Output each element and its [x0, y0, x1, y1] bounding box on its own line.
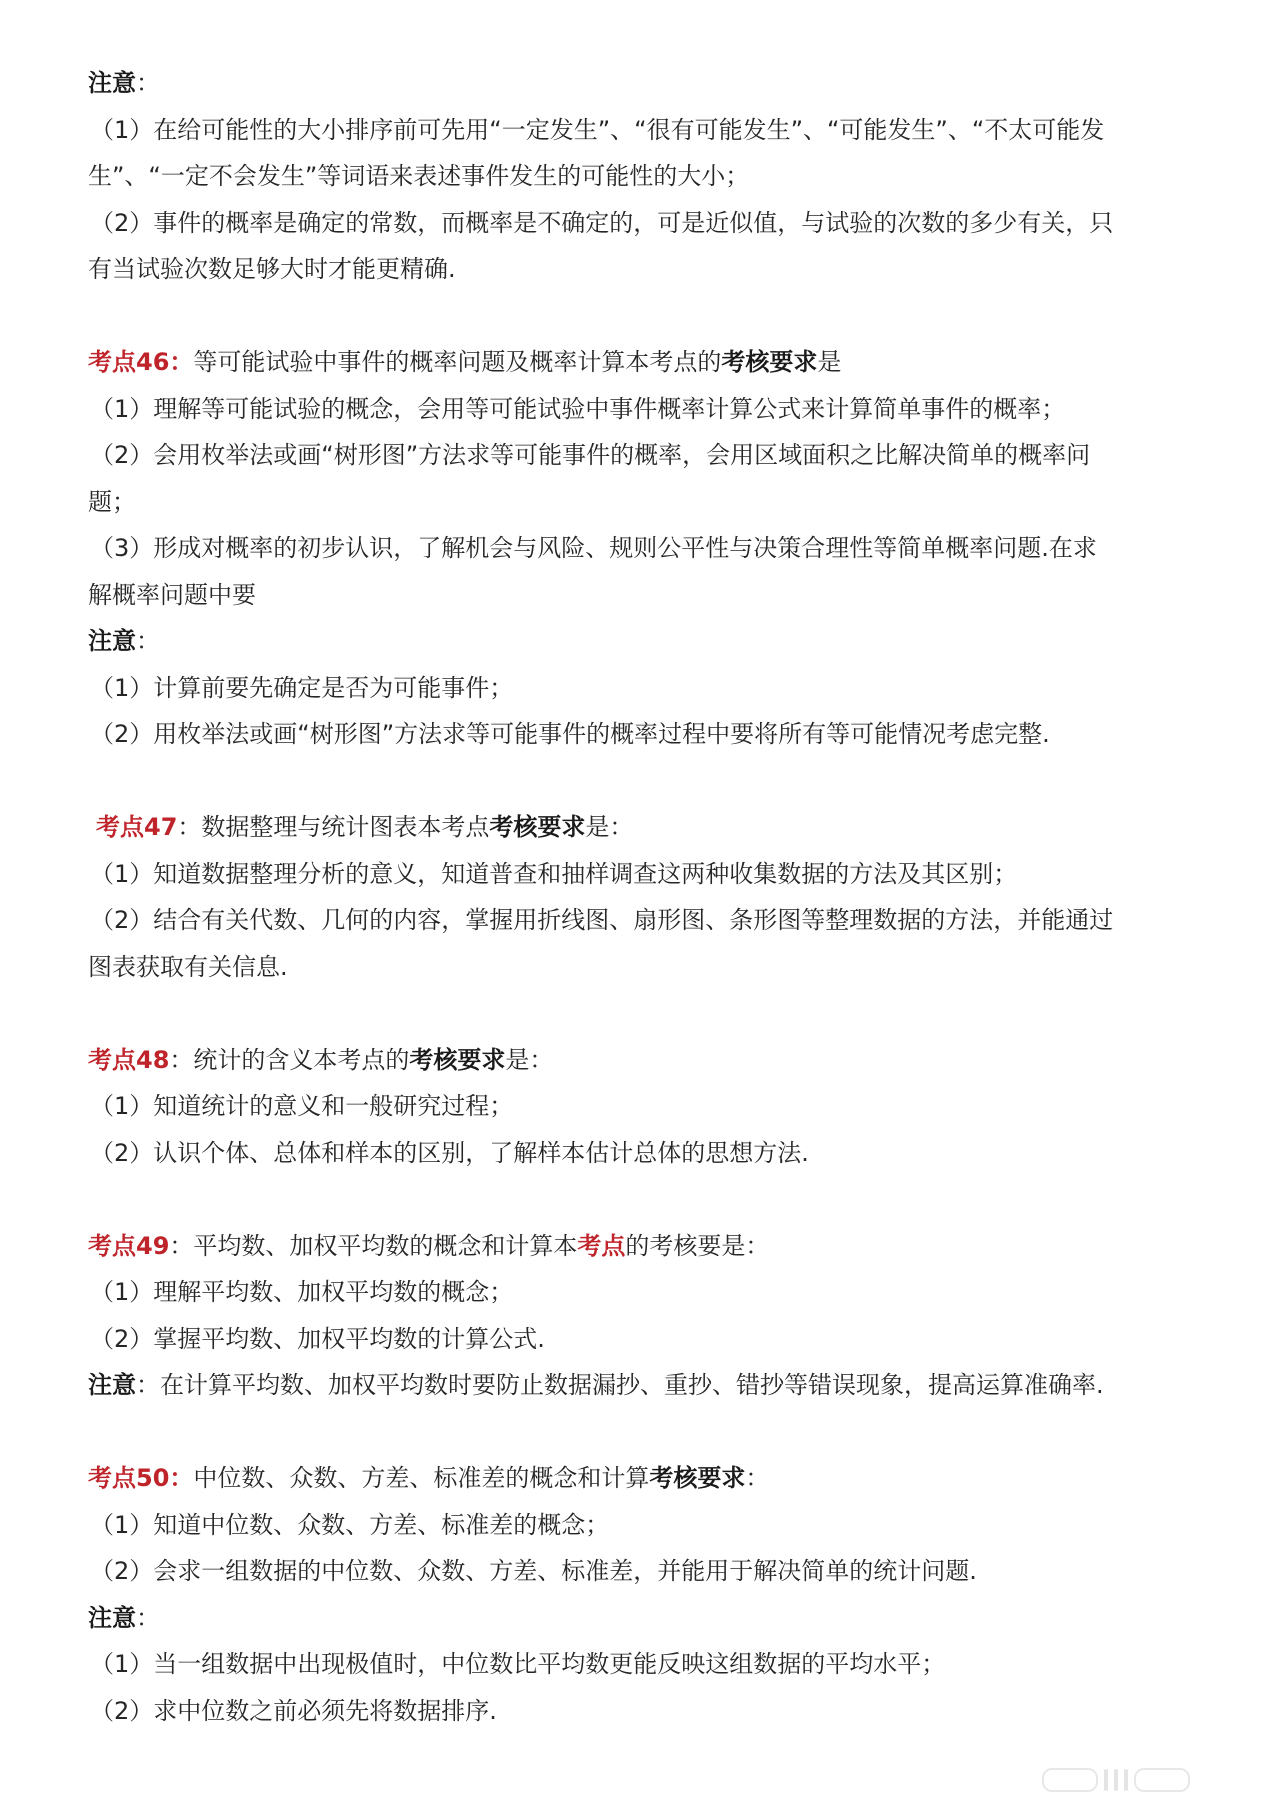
section-46-item-2-line-2: 题；	[88, 487, 136, 516]
section-50-note-1: （1）当一组数据中出现极值时，中位数比平均数更能反映这组数据的平均水平；	[90, 1650, 946, 1678]
section-48-tag: 考点48	[88, 1045, 170, 1074]
document-body	[88, 60, 1198, 1734]
section-48-heading	[88, 1037, 1198, 1084]
section-46-note-heading	[88, 618, 1198, 665]
section-47-bold: 考核要求	[489, 813, 586, 841]
section-49-title: ：平均数、加权平均数的概念和计算本	[169, 1231, 578, 1260]
watermark-logo	[1042, 1766, 1252, 1794]
section-50-note-heading	[88, 1595, 1198, 1642]
section-50-note-label: 注意	[88, 1603, 136, 1632]
watermark-bar-icon	[1104, 1769, 1108, 1791]
section-47-item-1: （1）知道数据整理分析的意义，知道普查和抽样调查这两种收集数据的方法及其区别；	[90, 859, 1018, 888]
section-47-tag: 考点47	[96, 813, 178, 841]
section-50-bold: 考核要求	[649, 1464, 746, 1492]
section-49-item-2: （2）掌握平均数、加权平均数的计算公式.	[90, 1324, 545, 1353]
section-49-red-mid: 考点	[577, 1231, 626, 1260]
section-46-title-end: 是	[817, 348, 842, 376]
section-49-heading	[88, 1223, 1198, 1270]
note-item-2-line-1: （2）事件的概率是确定的常数，而概率是不确定的，可是近似值，与试验的次数的多少有关，只	[90, 208, 1114, 237]
section-46-title: 等可能试验中事件的概率问题及概率计算本考点的	[193, 348, 722, 376]
section-gap	[88, 990, 1198, 1037]
section-gap	[88, 1176, 1198, 1223]
section-50-tag: 考点50：	[88, 1464, 194, 1492]
section-46-note-1: （1）计算前要先确定是否为可能事件；	[90, 673, 514, 702]
section-gap	[88, 758, 1198, 805]
section-47-title: ：数据整理与统计图表本考点	[177, 813, 490, 841]
section-46-heading	[88, 339, 1198, 386]
section-48-title-end: 是：	[505, 1045, 554, 1074]
section-50-heading	[88, 1455, 1198, 1502]
watermark-bar-icon	[1114, 1769, 1118, 1791]
section-50-item-2: （2）会求一组数据的中位数、众数、方差、标准差，并能用于解决简单的统计问题.	[90, 1557, 977, 1585]
section-48-title: ：统计的含义本考点的	[169, 1045, 410, 1074]
section-50-title: 中位数、众数、方差、标准差的概念和计算	[193, 1464, 650, 1492]
section-gap	[88, 293, 1198, 340]
section-46-note-2: （2）用枚举法或画“树形图”方法求等可能事件的概率过程中要将所有等可能情况考虑完整.	[90, 720, 1050, 748]
note-heading	[88, 60, 1198, 107]
section-49-item-1: （1）理解平均数、加权平均数的概念；	[90, 1278, 514, 1306]
section-46-item-3-line-2: 解概率问题中要	[88, 580, 256, 609]
section-47-item-2-line-2: 图表获取有关信息.	[88, 952, 288, 981]
section-46-note-label: 注意	[88, 627, 136, 655]
section-47-item-2-line-1: （2）结合有关代数、几何的内容，掌握用折线图、扇形图、条形图等整理数据的方法，并能通过	[90, 906, 1114, 934]
section-46-tag: 考点46：	[88, 348, 194, 376]
note-item-2-line-2: 有当试验次数足够大时才能更精确.	[88, 255, 456, 283]
watermark-pill-icon	[1042, 1768, 1098, 1792]
section-50-item-1: （1）知道中位数、众数、方差、标准差的概念；	[90, 1510, 610, 1539]
note-item-1-line-1: （1）在给可能性的大小排序前可先用“一定发生”、“很有可能发生”、“可能发生”、“不太可能发	[90, 115, 1105, 144]
watermark-bar-icon	[1124, 1769, 1128, 1791]
section-48-bold: 考核要求	[409, 1045, 506, 1074]
section-49-note-label: 注意	[88, 1371, 136, 1399]
section-47-title-end: 是：	[585, 813, 634, 841]
section-50-note-2: （2）求中位数之前必须先将数据排序.	[90, 1696, 497, 1725]
section-46-note-colon: ：	[136, 627, 160, 655]
section-46-bold: 考核要求	[721, 348, 818, 376]
section-46-item-2-line-1: （2）会用枚举法或画“树形图”方法求等可能事件的概率，会用区域面积之比解决简单的概率问	[90, 441, 1091, 469]
section-49-note	[88, 1362, 1198, 1409]
watermark-pill-icon	[1134, 1768, 1190, 1792]
section-50-title-end: ：	[745, 1464, 770, 1492]
section-50-note-colon: ：	[136, 1603, 160, 1632]
section-49-tag: 考点49	[88, 1231, 170, 1260]
note-item-1-line-2: 生”、“一定不会发生”等词语来表述事件发生的可能性的大小；	[88, 162, 750, 190]
section-49-title-end: 的考核要是：	[625, 1231, 770, 1260]
section-46-item-1: （1）理解等可能试验的概念，会用等可能试验中事件概率计算公式来计算简单事件的概率；	[90, 394, 1066, 423]
note-label: 注意	[88, 69, 136, 97]
section-48-item-1: （1）知道统计的意义和一般研究过程；	[90, 1092, 514, 1120]
section-48-item-2: （2）认识个体、总体和样本的区别，了解样本估计总体的思想方法.	[90, 1138, 809, 1167]
note-colon: ：	[136, 69, 160, 97]
section-46-item-3-line-1: （3）形成对概率的初步认识，了解机会与风险、规则公平性与决策合理性等简单概率问题.在求	[90, 534, 1097, 562]
section-49-note-text: ：在计算平均数、加权平均数时要防止数据漏抄、重抄、错抄等错误现象，提高运算准确率.	[136, 1371, 1104, 1399]
section-gap	[88, 1409, 1198, 1456]
section-47-heading	[88, 804, 1198, 851]
